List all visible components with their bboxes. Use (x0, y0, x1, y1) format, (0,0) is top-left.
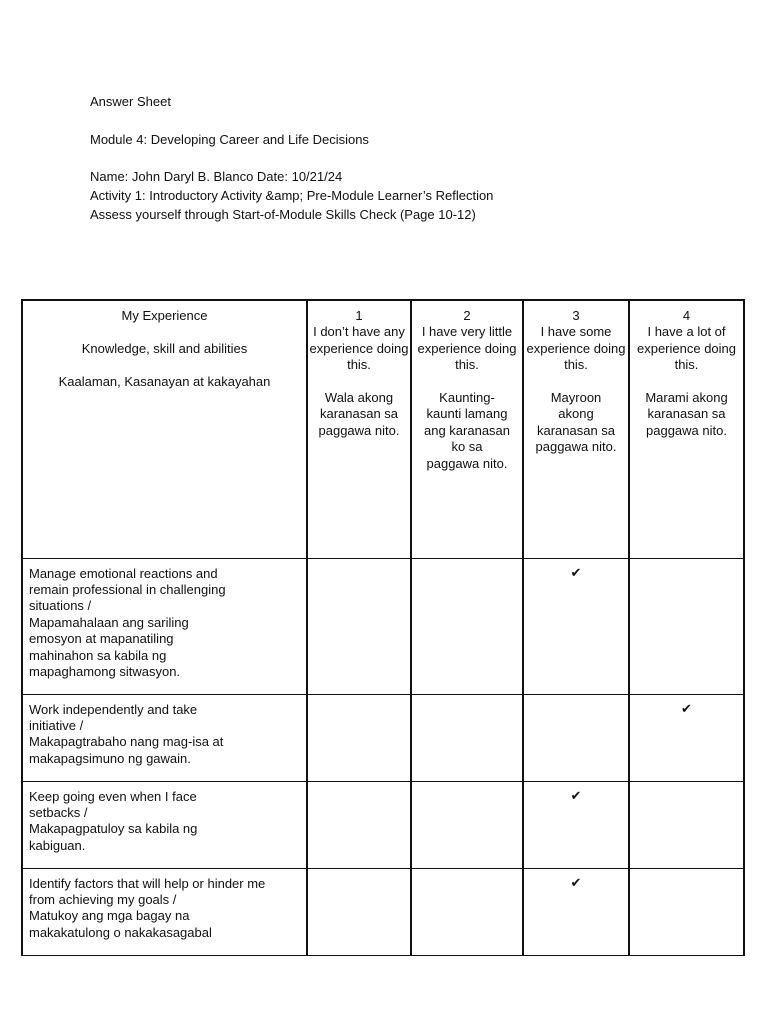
table-row (22, 868, 744, 955)
skill-description (22, 694, 307, 781)
name-date-line: Name: John Daryl B. Blanco Date: 10/21/24 (90, 169, 343, 184)
table-row (22, 694, 744, 781)
check-mark: ✔ (681, 700, 692, 716)
skill-filipino: Makapagpatuloy sa kabila ng kabiguan. (29, 821, 198, 853)
level-3-cell (523, 868, 629, 955)
table-header-row (22, 300, 744, 558)
skills-check-table (21, 299, 745, 956)
level-english: I don’t have any experience doing this. (309, 324, 409, 373)
experience-header (22, 300, 307, 558)
level-2-header (411, 300, 523, 558)
skill-filipino: Matukoy ang mga bagay na makakatulong o nakakasagabal (29, 908, 212, 940)
document-title: Answer Sheet (90, 94, 171, 109)
experience-label: My Experience (121, 308, 208, 323)
table-row (22, 558, 744, 694)
level-3-header (523, 300, 629, 558)
check-mark: ✔ (570, 787, 582, 803)
level-filipino: Wala akong karanasan sa paggawa nito. (318, 390, 400, 438)
instruction-line: Assess yourself through Start-of-Module Skills Check (Page 10-12) (90, 207, 476, 222)
level-filipino: Kaunting-kaunti lamang ang karanasan ko sa paggawa nito. (424, 390, 511, 471)
level-2-cell (411, 694, 523, 781)
level-2-cell (411, 558, 523, 694)
check-mark: ✔ (570, 874, 582, 890)
level-4-cell (629, 694, 744, 781)
skill-english: Manage emotional reactions and remain professional in challenging situations / (29, 565, 226, 614)
table-row (22, 781, 744, 868)
level-4-cell (629, 868, 744, 955)
skill-english: Work independently and take initiative / (29, 701, 198, 733)
level-1-cell (307, 558, 411, 694)
skill-description (22, 781, 307, 868)
level-2-cell (411, 781, 523, 868)
skill-filipino: Mapamahalaan ang sariling emosyon at mapanatiling mahinahon sa kabila ng mapaghamong sitwasyon. (29, 614, 189, 679)
level-filipino: Marami akong karanasan sa paggawa nito. (645, 390, 728, 438)
activity-line: Activity 1: Introductory Activity &amp; Pre-Module Learner’s Reflection (90, 188, 494, 203)
level-4-cell (629, 781, 744, 868)
level-4-header (629, 300, 744, 558)
level-filipino: Mayroon akong karanasan sa paggawa nito. (535, 390, 617, 455)
level-2-cell (411, 868, 523, 955)
level-number: 1 (355, 308, 363, 323)
skill-description (22, 558, 307, 694)
level-3-cell (523, 781, 629, 868)
level-english: I have very little experience doing this. (417, 324, 517, 373)
level-english: I have a lot of experience doing this. (636, 324, 737, 373)
level-1-cell (307, 694, 411, 781)
level-3-cell (523, 558, 629, 694)
module-title: Module 4: Developing Career and Life Decisions (90, 132, 369, 147)
skill-description (22, 868, 307, 955)
level-number: 3 (572, 308, 580, 323)
check-mark: ✔ (570, 564, 582, 580)
skill-english: Keep going even when I face setbacks / (29, 788, 197, 820)
skill-english: Identify factors that will help or hinder me from achieving my goals / (29, 875, 266, 907)
level-english: I have some experience doing this. (526, 324, 626, 373)
level-3-cell (523, 694, 629, 781)
kaalaman-label: Kaalaman, Kasanayan at kakayahan (58, 373, 271, 389)
level-number: 4 (682, 308, 691, 323)
level-1-cell (307, 781, 411, 868)
skill-filipino: Makapagtrabaho nang mag-isa at makapagsimuno ng gawain. (29, 734, 224, 766)
level-1-header (307, 300, 411, 558)
knowledge-label: Knowledge, skill and abilities (81, 340, 248, 356)
level-4-cell (629, 558, 744, 694)
level-1-cell (307, 868, 411, 955)
level-number: 2 (463, 308, 471, 323)
